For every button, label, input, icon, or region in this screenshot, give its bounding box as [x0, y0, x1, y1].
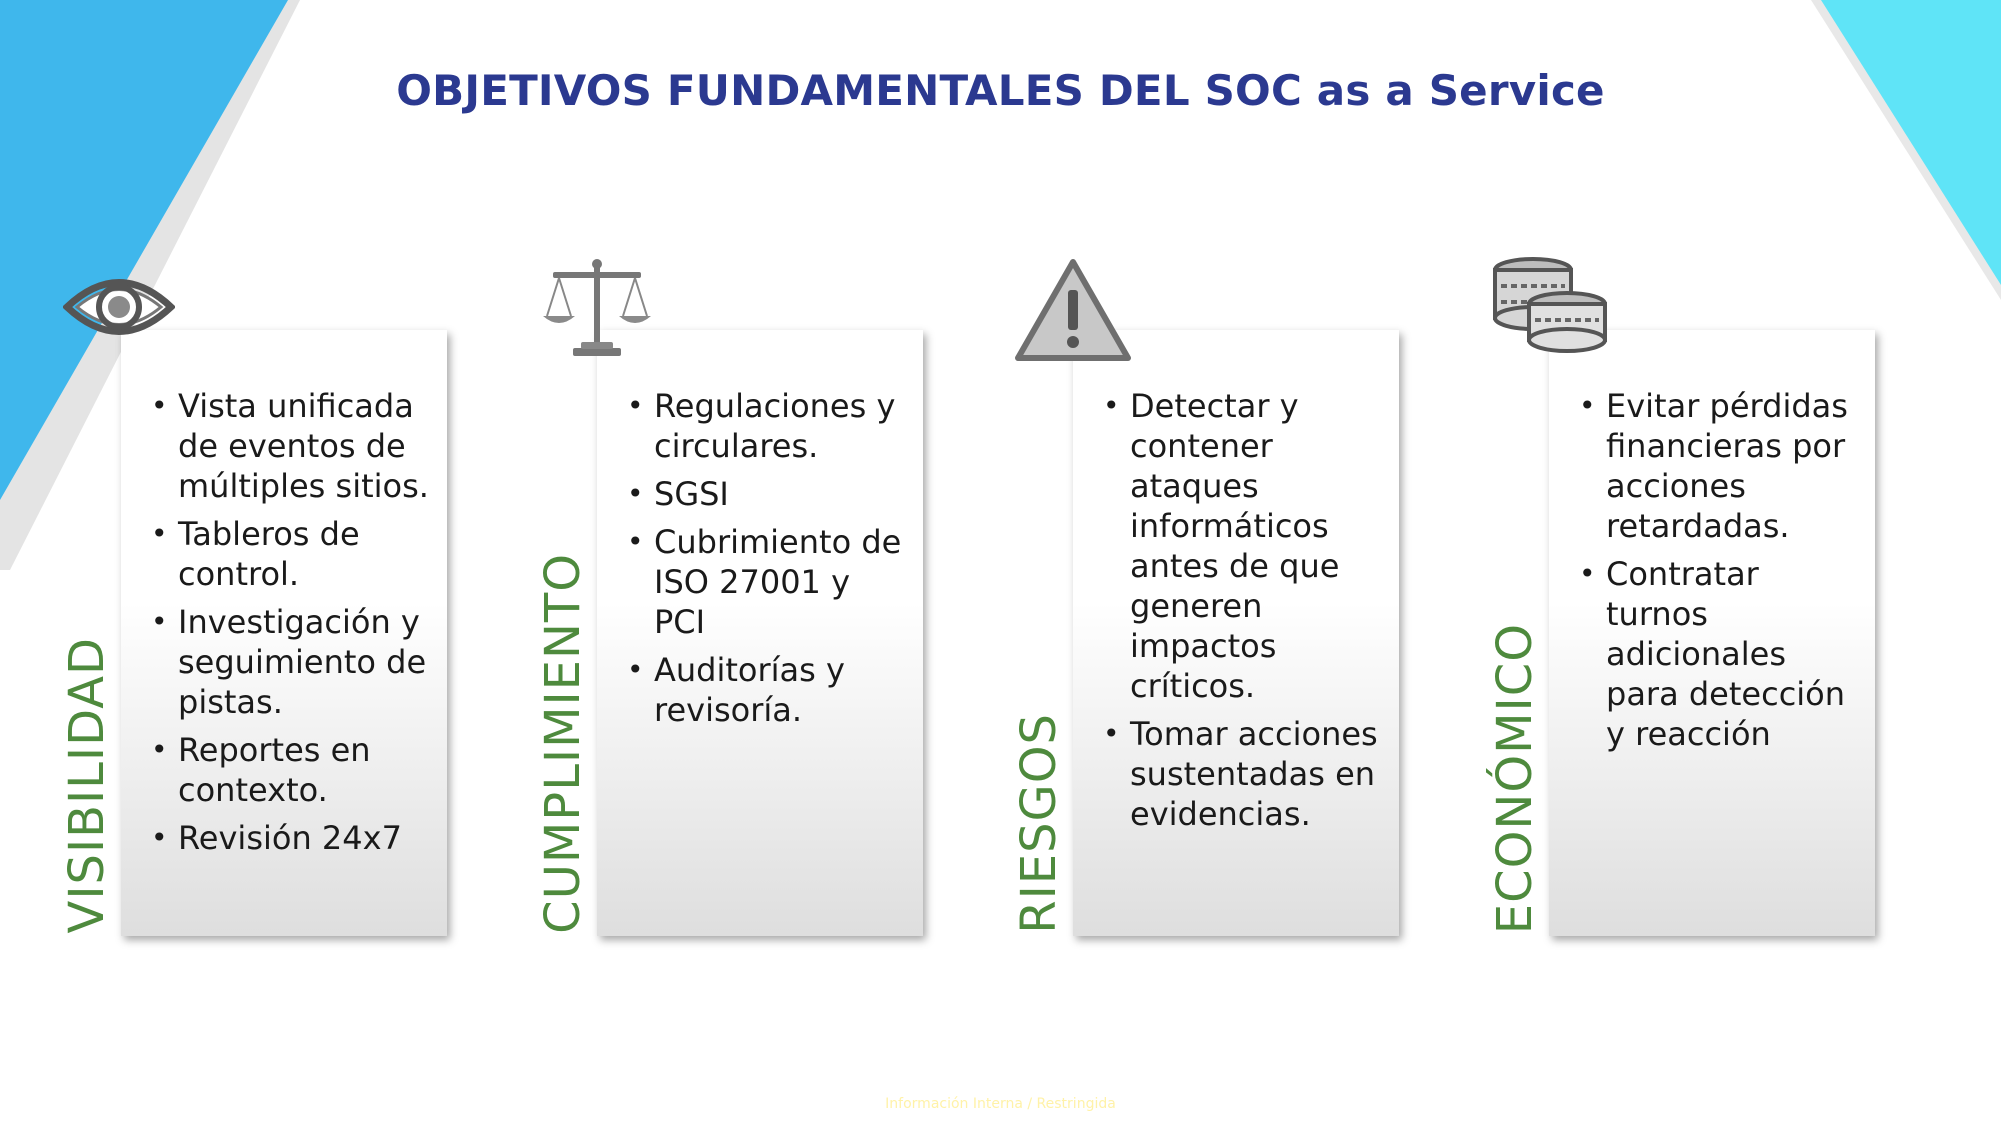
list-cumplimiento — [627, 386, 907, 738]
warning-icon — [1012, 256, 1134, 364]
list-item: • Auditorías y revisoría. — [627, 650, 907, 730]
list-item: • Cubrimiento de ISO 27001 y PCI — [627, 522, 907, 642]
eye-icon — [63, 272, 175, 342]
column-cumplimiento — [529, 250, 969, 950]
column-label-visibilidad: VISIBILIDAD — [59, 637, 115, 934]
list-visibilidad — [151, 386, 431, 866]
list-item: • Investigación y seguimiento de pistas. — [151, 602, 431, 722]
footer-classification: Información Interna / Restringida — [885, 1096, 1116, 1112]
scales-icon — [541, 254, 653, 366]
coins-icon — [1491, 256, 1611, 360]
list-item: • Reportes en contexto. — [151, 730, 431, 810]
list-item: • Vista unificada de eventos de múltiples sitios. — [151, 386, 431, 506]
card-visibilidad — [121, 330, 447, 936]
list-item: • Detectar y contener ataques informáticos antes de que generen impactos críticos. — [1103, 386, 1383, 706]
list-item: • Tomar acciones sustentadas en evidencias. — [1103, 714, 1383, 834]
list-economico — [1579, 386, 1859, 762]
list-item: • SGSI — [627, 474, 907, 514]
column-label-riesgos: RIESGOS — [1011, 713, 1067, 934]
page-title: OBJETIVOS FUNDAMENTALES DEL SOC as a Service — [396, 66, 1605, 115]
column-economico — [1481, 250, 1921, 950]
list-item: • Evitar pérdidas financieras por acciones retardadas. — [1579, 386, 1859, 546]
list-item: • Regulaciones y circulares. — [627, 386, 907, 466]
card-cumplimiento — [597, 330, 923, 936]
list-item: • Contratar turnos adicionales para detección y reacción — [1579, 554, 1859, 754]
card-economico — [1549, 330, 1875, 936]
column-label-economico: ECONÓMICO — [1487, 622, 1543, 934]
column-label-cumplimiento: CUMPLIMIENTO — [535, 553, 591, 934]
list-item: • Tableros de control. — [151, 514, 431, 594]
list-riesgos — [1103, 386, 1383, 842]
column-riesgos — [1005, 250, 1445, 950]
column-visibilidad — [53, 250, 493, 950]
list-item: • Revisión 24x7 — [151, 818, 431, 858]
card-riesgos — [1073, 330, 1399, 936]
